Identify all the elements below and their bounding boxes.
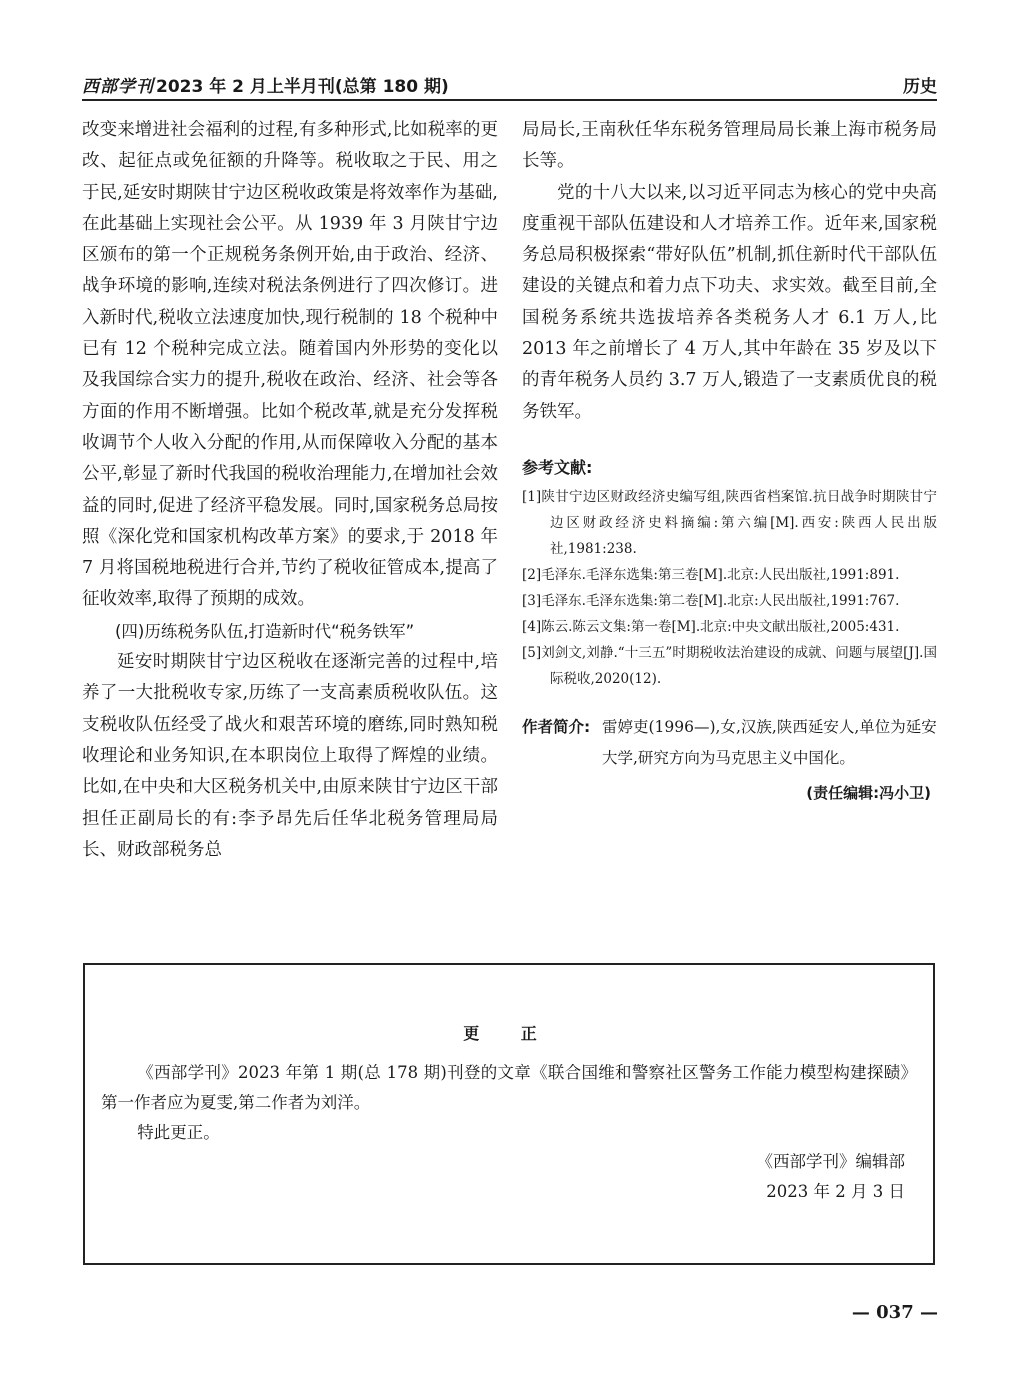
body-paragraph: 改变来增进社会福利的过程,有多种形式,比如税率的更改、起征点或免征额的升降等。税收取之于民、用之于民,延安时期陕甘宁边区税收政策是将效率作为基础,在此基础上实现社会公平。从 1939 年 3 月陕甘宁边区颁布的第一个正规税务条例开始,由于政治、经济、战争环境的影响,连续对税法条例进行了四次修订。进入新时代,税收立法速度加快,现行税制的 18 个税种中已有 12 个税种完成立法。随着国内外形势的变化以及我国综合实力的提升,税收在政治、经济、社会等各方面的作用不断增强。比如个税改革,就是充分发挥税收调节个人收入分配的作用,从而保障收入分配的基本公平,彰显了新时代我国的税收治理能力,在增加社会效益的同时,促进了经济平稳发展。同时,国家税务总局按照《深化党和国家机构改革方案》的要求,于 2018 年 7 月将国税地税进行合并,节约了税收征管成本,提高了征收效率,取得了预期的成效。 bbox=[82, 120, 498, 610]
responsible-editor: (责任编辑:冯小卫) bbox=[806, 783, 931, 802]
body-paragraph: 党的十八大以来,以习近平同志为核心的党中央高度重视干部队伍建设和人才培养工作。近年来,国家税务总局积极探索“带好队伍”机制,抓住新时代干部队伍建设的关键点和着力点下功夫、求实效。截至目前,全国税务系统共选拔培养各类税务人才 6.1 万人,比 2013 年之前增长了 4 万人,其中年龄在 35 岁及以下的青年税务人员约 3.7 万人,锻造了一支素质优良的税务铁军。 bbox=[522, 182, 937, 422]
section-label: 历史 bbox=[903, 77, 937, 97]
left-column bbox=[82, 115, 498, 866]
correction-body bbox=[101, 1058, 917, 1148]
correction-signature-block bbox=[757, 1147, 906, 1207]
reference-item: [2]毛泽东.毛泽东选集:第三卷[M].北京:人民出版社,1991:891. bbox=[522, 566, 900, 583]
reference-item: [4]陈云.陈云文集:第一卷[M].北京:中央文献出版社,2005:431. bbox=[522, 618, 900, 635]
reference-item: [1]陕甘宁边区财政经济史编写组,陕西省档案馆.抗日战争时期陕甘宁边区财政经济史料摘编:第六编[M].西安:陕西人民出版社,1981:238. bbox=[522, 488, 937, 557]
reference-item: [3]毛泽东.毛泽东选集:第二卷[M].北京:人民出版社,1991:767. bbox=[522, 592, 900, 609]
body-paragraph-continued: 局局长,王南秋任华东税务管理局局长兼上海市税务局长等。 bbox=[522, 120, 937, 172]
correction-date: 2023 年 2 月 3 日 bbox=[766, 1182, 905, 1201]
references-heading: 参考文献: bbox=[522, 457, 593, 477]
author-bio-text: 雷婷吏(1996—),女,汉族,陕西延安人,单位为延安大学,研究方向为马克思主义中国化。 bbox=[602, 717, 937, 767]
correction-notice bbox=[83, 963, 935, 1265]
header-journal-issue bbox=[82, 72, 449, 97]
author-bio bbox=[522, 712, 937, 774]
header-divider bbox=[82, 99, 937, 101]
correction-closing: 特此更正。 bbox=[137, 1123, 220, 1142]
author-bio-label: 作者简介: bbox=[522, 717, 591, 736]
page-number: — 037 — bbox=[851, 1302, 938, 1323]
running-header bbox=[82, 70, 937, 98]
issue-label: 2023 年 2 月上半月刊(总第 180 期) bbox=[156, 77, 449, 97]
correction-signature: 《西部学刊》编辑部 bbox=[756, 1152, 905, 1171]
section-subheading: (四)历练税务队伍,打造新时代“税务铁军” bbox=[115, 621, 415, 641]
reference-list bbox=[522, 484, 937, 692]
correction-text: 《西部学刊》2023 年第 1 期(总 178 期)刊登的文章《联合国维和警察社区警务工作能力模型构建探赜》第一作者应为夏雯,第二作者为刘洋。 bbox=[101, 1063, 917, 1112]
correction-title: 更 正 bbox=[463, 1024, 555, 1043]
right-column bbox=[522, 115, 937, 809]
journal-logo: 西部学刊 bbox=[82, 77, 154, 97]
reference-item: [5]刘剑文,刘静.“十三五”时期税收法治建设的成就、问题与展望[J].国际税收,2020(12). bbox=[522, 644, 937, 687]
body-paragraph: 延安时期陕甘宁边区税收在逐渐完善的过程中,培养了一大批税收专家,历练了一支高素质税收队伍。这支税收队伍经受了战火和艰苦环境的磨练,同时熟知税收理论和业务知识,在本职岗位上取得了辉煌的业绩。比如,在中央和大区税务机关中,由原来陕甘宁边区干部担任正副局长的有:李予昂先后任华北税务管理局局长、财政部税务总 bbox=[82, 652, 498, 860]
